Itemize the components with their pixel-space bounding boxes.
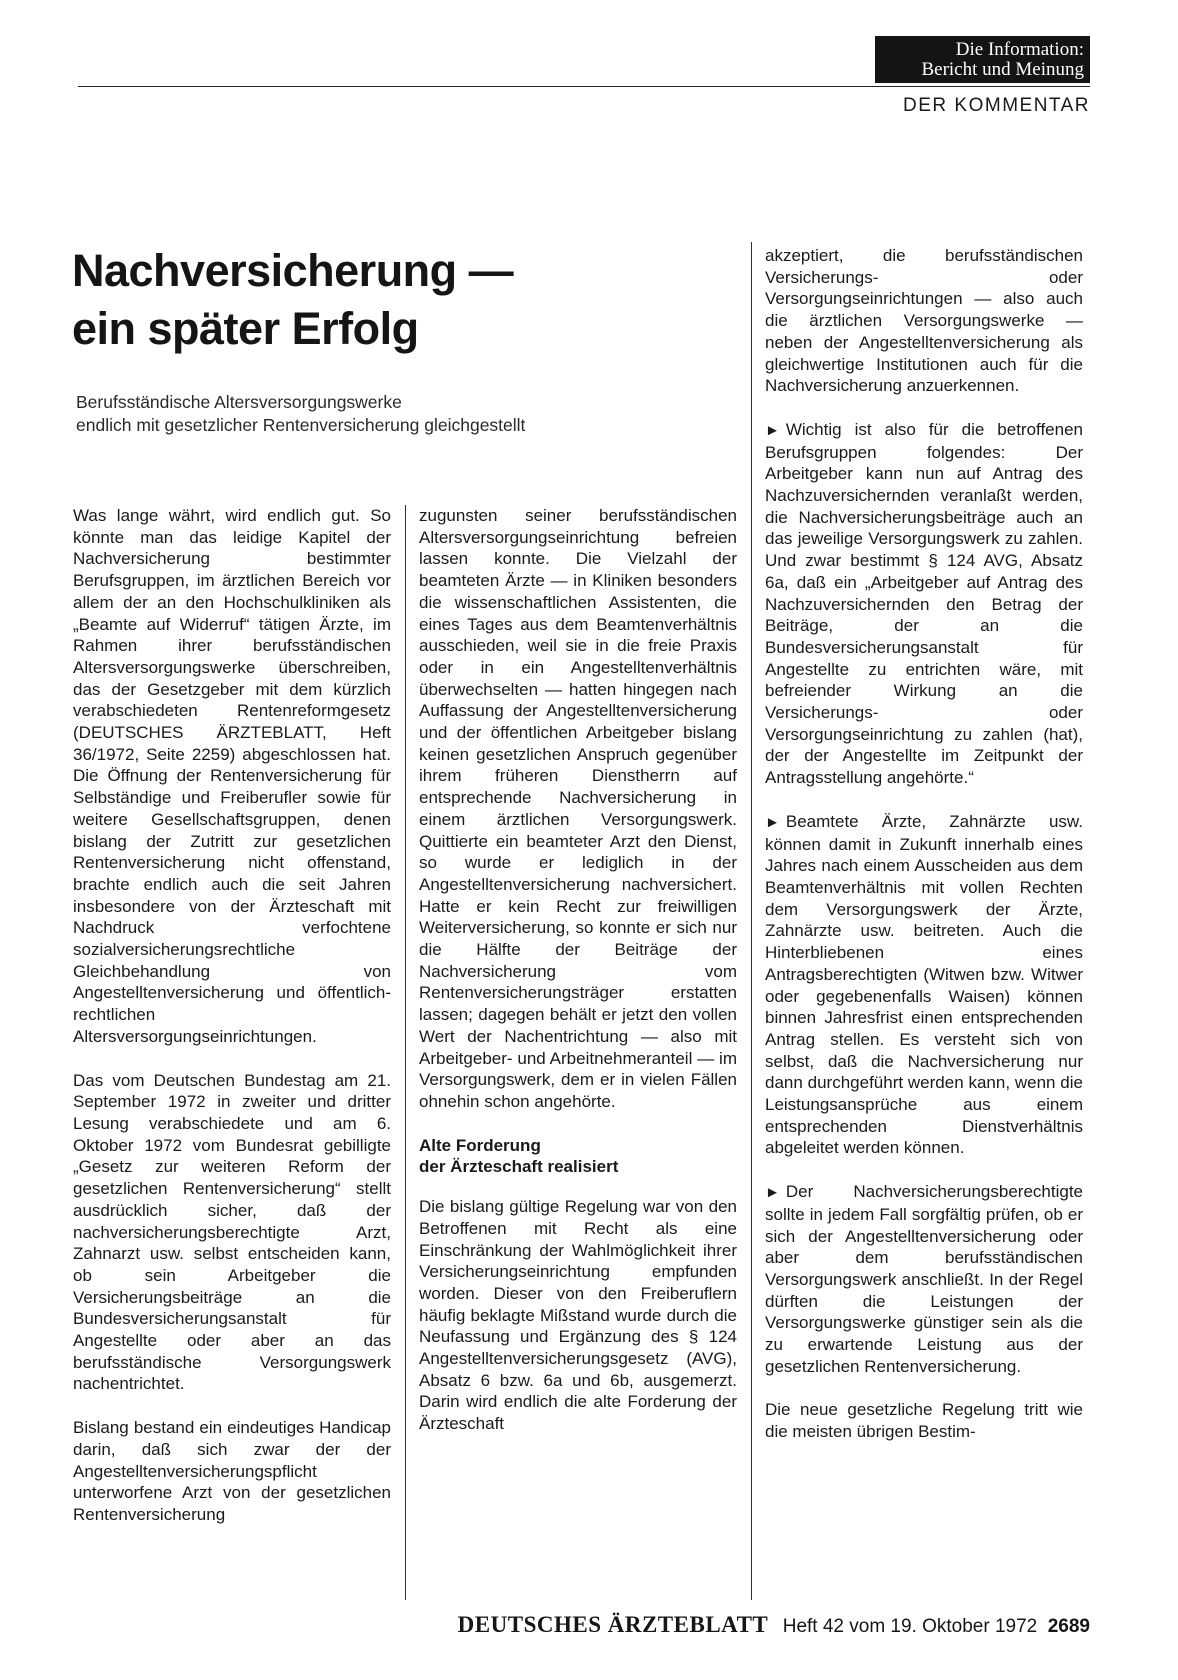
triangle-bullet-icon: ► <box>765 813 780 831</box>
bullet-text: Wichtig ist also für die betroffenen Berufsgruppen folgendes: Der Arbeitgeber kann nun auf Antrag des Nachzuversichernden veranlaßt werden, die Nachversicherungsbeiträge auch an das jeweilige Versorgungswerk zu zahlen. Und zwar bestimmt § 124 AVG, Absatz 6a, daß ein „Arbeitgeber auf Antrag des Nachzuversichernden den Betrag der Beiträge, der an die Bundesversicherungsanstalt für Angestellte zu entrichten wäre, mit befreiender Wirkung an die Versicherungs- oder Versorgungseinrichtung zu zahlen (hat), der der Angestellte im Zeitpunkt der Antragsstellung angehörte.“ <box>765 419 1083 788</box>
bullet-paragraph <box>765 1181 1083 1377</box>
paragraph: Was lange währt, wird endlich gut. So könnte man das leidige Kapitel der Nachversicherung bestimmter Berufsgruppen, im ärztlichen Bereich vor allem der an den Hochschulkliniken als „Beamte auf Widerruf“ tätigen Ärzte, im Rahmen ihrer berufsständischen Altersversorgungswerke überschreiben, das der Gesetzgeber mit dem kürzlich verabschiedeten Rentenreformgesetz (DEUTSCHES ÄRZTEBLATT, Heft 36/1972, Seite 2259) abgeschlossen hat. Die Öffnung der Rentenversicherung für Selbständige und Freiberufler sowie für weitere Gesellschaftsgruppen, denen bislang der Zutritt zur gesetzlichen Rentenversicherung nicht offenstand, brachte endlich auch die seit Jahren insbesondere von der Ärzteschaft mit Nachdruck verfochtene sozialversicherungsrechtliche Gleichbehandlung von Angestelltenversicherung und öffentlich-rechtlichen Altersversorgungseinrichtungen. <box>73 506 391 1046</box>
column-rule-2 <box>751 242 752 1600</box>
paragraph: Bislang bestand ein eindeutiges Handicap darin, daß sich zwar der der Angestelltenversicherungspflicht unterworfene Arzt von der gesetzlichen Rentenversicherung <box>73 1418 391 1524</box>
subheading <box>419 1135 737 1178</box>
rubric-badge <box>875 36 1090 83</box>
triangle-bullet-icon: ► <box>765 1184 780 1202</box>
bullet-paragraph <box>765 811 1083 1159</box>
page-footer <box>458 1612 1090 1638</box>
paragraph: akzeptiert, die berufsständischen Versicherungs- oder Versorgungseinrichtungen — also auch die ärztlichen Versorgungswerke — neben der Angestelltenversicherung als gleichwertige Institutionen auch für die Nachversicherung anzuerkennen. <box>765 246 1083 396</box>
column-2 <box>419 505 737 1435</box>
rubric-line-1: Die Information: <box>955 39 1084 60</box>
subheading-line-1: Alte Forderung <box>419 1135 541 1155</box>
bullet-paragraph <box>765 419 1083 789</box>
title-line-2: ein später Erfolg <box>72 303 419 354</box>
paragraph: Die neue gesetzliche Regelung tritt wie die meisten übrigen Bestim- <box>765 1400 1083 1442</box>
page-number: 2689 <box>1047 1616 1090 1637</box>
subtitle-line-2: endlich mit gesetzlicher Rentenversicherung gleichgestellt <box>76 415 526 435</box>
title-line-1: Nachversicherung — <box>72 245 514 296</box>
bullet-text: Der Nachversicherungsberechtigte sollte in jedem Fall sorgfältig prüfen, ob er sich der Angestelltenversicherung oder aber dem berufsständischen Versorgungswerk anschließt. In der Regel dürften die Leistungen der Versorgungswerke günstiger sein als die zu erwartende Leistung aus der gesetzlichen Rentenversicherung. <box>765 1182 1083 1376</box>
article-subtitle <box>76 391 676 437</box>
triangle-bullet-icon: ► <box>765 421 780 439</box>
column-3 <box>765 245 1083 1443</box>
header-rule <box>78 86 1090 87</box>
column-rule-1 <box>405 505 406 1600</box>
rubric-line-2: Bericht und Meinung <box>921 59 1084 80</box>
paragraph: zugunsten seiner berufsständischen Altersversorgungseinrichtung befreien lassen konnte. Die Vielzahl der beamteten Ärzte — in Kliniken besonders die wissenschaftlichen Assistenten, die eines Tages aus dem Beamtenverhältnis ausschieden, weil sie in die freie Praxis oder in ein Angestelltenverhältnis überwechselten — hatten hingegen nach Auffassung der Angestelltenversicherung und der öffentlichen Arbeitgeber bislang keinen gesetzlichen Anspruch gegenüber ihrem früheren Dienstherrn auf entsprechende Nachversicherung in einem ärztlichen Versorgungswerk. Quittierte ein beamteter Arzt den Dienst, so wurde er lediglich in der Angestelltenversicherung nachversichert. Hatte er kein Recht zur freiwilligen Weiterversicherung, so konnte er sich nur die Hälfte der Beiträge der Nachversicherung vom Rentenversicherungsträger erstatten lassen; dagegen behält er jetzt den vollen Wert der Nachentrichtung — also mit Arbeitgeber- und Arbeitnehmeranteil — im Versorgungswerk, dem er in vielen Fällen ohnehin schon angehörte. <box>419 506 737 1111</box>
paragraph: Die bislang gültige Regelung war von den Betroffenen mit Recht als eine Einschränkung der Wahlmöglichkeit ihrer Versicherungseinrichtung empfunden worden. Dieser von den Freiberuflern häufig beklagte Mißstand wurde durch die Neufassung und Ergänzung des § 124 Angestelltenversicherungsgesetz (AVG), Absatz 6 bzw. 6a und 6b, ausgemerzt. Darin wird endlich die alte Forderung der Ärzteschaft <box>419 1197 737 1434</box>
article-title <box>72 242 672 358</box>
subtitle-line-1: Berufsständische Altersversorgungswerke <box>76 392 402 412</box>
column-1 <box>73 505 391 1526</box>
paragraph: Das vom Deutschen Bundestag am 21. September 1972 in zweiter und dritter Lesung verabschiedete und am 6. Oktober 1972 vom Bundesrat gebilligte „Gesetz zur weiteren Reform der gesetzlichen Rentenversicherung“ stellt ausdrücklich sicher, daß der nachversicherungsberechtigte Arzt, Zahnarzt usw. selbst entscheiden kann, ob sein Arbeitgeber die Versicherungsbeiträge an die Bundesversicherungsanstalt für Angestellte oder aber an das berufsständische Versorgungswerk nachentrichtet. <box>73 1070 391 1394</box>
bullet-text: Beamtete Ärzte, Zahnärzte usw. können damit in Zukunft innerhalb eines Jahres nach einem Ausscheiden aus dem Beamtenverhältnis mit vollen Rechten dem Versorgungswerk der Ärzte, Zahnärzte usw. beitreten. Auch die Hinterbliebenen eines Antragsberechtigten (Witwen bzw. Witwer oder gegebenenfalls Waisen) können binnen Jahresfrist einen entsprechenden Antrag stellen. Es versteht sich von selbst, daß die Nachversicherung nur dann durchgeführt werden kann, wenn die Leistungsansprüche aus einem entsprechenden Dienstverhältnis abgeleitet werden können. <box>765 811 1083 1158</box>
journal-name: DEUTSCHES ÄRZTEBLATT <box>457 1612 769 1637</box>
issue-info: Heft 42 vom 19. Oktober 1972 <box>782 1616 1038 1637</box>
subheading-line-2: der Ärzteschaft realisiert <box>419 1157 619 1177</box>
section-label: DER KOMMENTAR <box>903 95 1090 116</box>
